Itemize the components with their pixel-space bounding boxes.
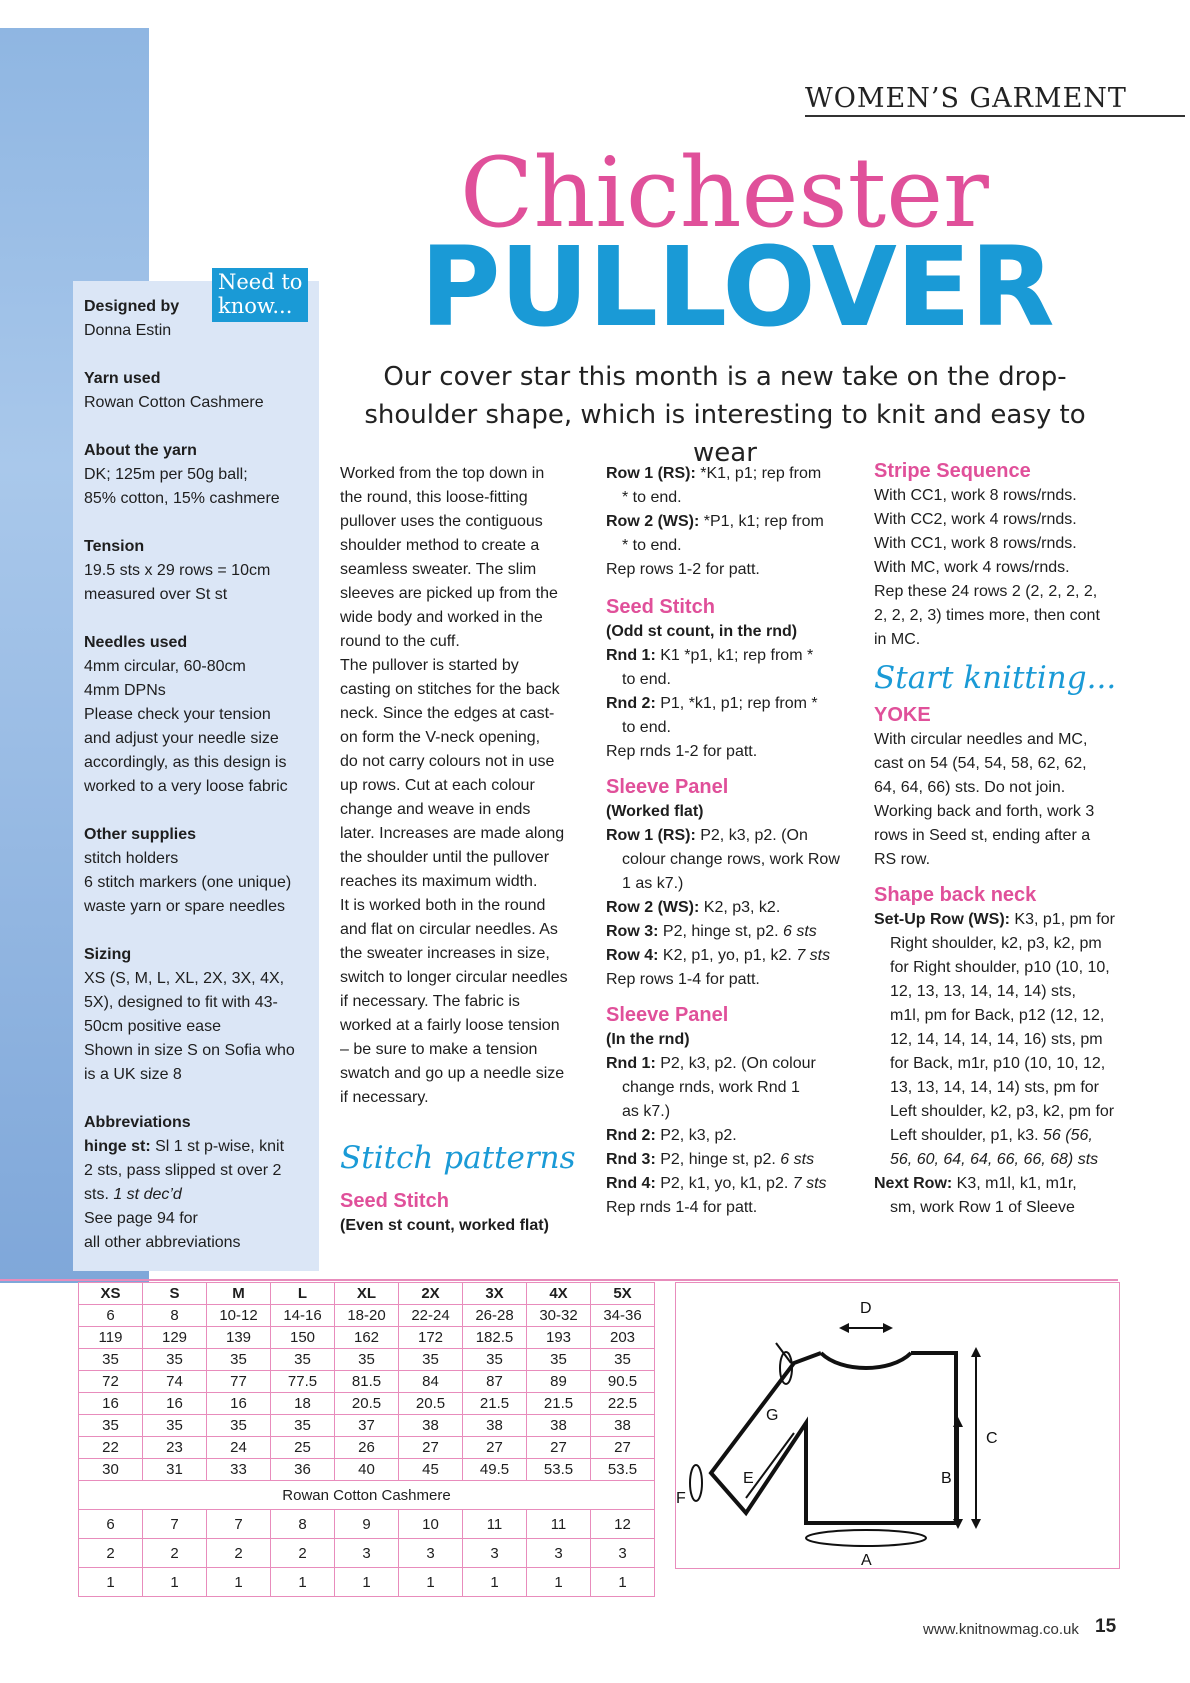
table-cell: 30 bbox=[79, 1459, 143, 1481]
table-cell: 16 bbox=[207, 1393, 271, 1415]
table-cell: 26-28 bbox=[463, 1305, 527, 1327]
table-cell: 7 bbox=[207, 1510, 271, 1539]
needles-block: Needles used 4mm circular, 60-80cm 4mm DPNs Please check your tension and adjust your needle size accordingly, as this design is worked to a very loose fabric bbox=[84, 634, 288, 795]
table-cell: 87 bbox=[463, 1371, 527, 1393]
table-cell: 8 bbox=[271, 1510, 335, 1539]
table-cell: 22 bbox=[79, 1437, 143, 1459]
table-cell: 1 bbox=[271, 1568, 335, 1597]
table-cell: 14-16 bbox=[271, 1305, 335, 1327]
table-cell: 84 bbox=[399, 1371, 463, 1393]
table-cell: 35 bbox=[79, 1349, 143, 1371]
table-cell: 31 bbox=[143, 1459, 207, 1481]
table-row bbox=[79, 1481, 655, 1510]
table-cell: 7 bbox=[143, 1510, 207, 1539]
diagram-label-c: C bbox=[986, 1430, 998, 1447]
table-row bbox=[79, 1393, 655, 1415]
column-1 bbox=[340, 462, 590, 1238]
table-row bbox=[79, 1371, 655, 1393]
table-cell: 16 bbox=[79, 1393, 143, 1415]
table-row bbox=[79, 1415, 655, 1437]
table-cell: 16 bbox=[143, 1393, 207, 1415]
table-cell: 38 bbox=[591, 1415, 655, 1437]
table-cell: 34-36 bbox=[591, 1305, 655, 1327]
sleeve-panel-flat-heading: Sleeve Panel bbox=[606, 776, 729, 798]
stitch-patterns-heading: Stitch patterns bbox=[340, 1140, 576, 1176]
table-row bbox=[79, 1437, 655, 1459]
table-cell: 1 bbox=[143, 1568, 207, 1597]
table-cell: 2 bbox=[271, 1539, 335, 1568]
table-cell: 6 bbox=[79, 1305, 143, 1327]
table-cell: 35 bbox=[527, 1349, 591, 1371]
table-cell: S bbox=[143, 1283, 207, 1305]
table-cell: 38 bbox=[399, 1415, 463, 1437]
table-cell: 11 bbox=[463, 1510, 527, 1539]
table-cell: XS bbox=[79, 1283, 143, 1305]
yarn-name-cell: Rowan Cotton Cashmere bbox=[79, 1481, 655, 1510]
need-to-know-tag: Need to know... bbox=[212, 268, 308, 322]
table-cell: 1 bbox=[463, 1568, 527, 1597]
table-cell: 1 bbox=[79, 1568, 143, 1597]
table-cell: XL bbox=[335, 1283, 399, 1305]
seed-stitch-heading: Seed Stitch bbox=[340, 1190, 449, 1212]
table-cell: 38 bbox=[527, 1415, 591, 1437]
sleeve-panel-rnd-heading: Sleeve Panel bbox=[606, 1004, 729, 1026]
table-cell: 20.5 bbox=[335, 1393, 399, 1415]
table-cell: 203 bbox=[591, 1327, 655, 1349]
table-row bbox=[79, 1305, 655, 1327]
pullover-schematic bbox=[676, 1283, 1119, 1568]
about-yarn-block: About the yarn DK; 125m per 50g ball; 85% cotton, 15% cashmere bbox=[84, 442, 280, 507]
table-cell: 27 bbox=[591, 1437, 655, 1459]
table-cell: 35 bbox=[271, 1349, 335, 1371]
table-cell: 72 bbox=[79, 1371, 143, 1393]
table-cell: 10 bbox=[399, 1510, 463, 1539]
table-cell: 37 bbox=[335, 1415, 399, 1437]
table-cell: 35 bbox=[335, 1349, 399, 1371]
table-row bbox=[79, 1349, 655, 1371]
table-cell: 6 bbox=[79, 1510, 143, 1539]
standfirst: Our cover star this month is a new take on the drop-shoulder shape, which is interesting to knit and easy to wear bbox=[364, 362, 1086, 468]
table-cell: 11 bbox=[527, 1510, 591, 1539]
table-cell: 26 bbox=[335, 1437, 399, 1459]
diagram-label-a: A bbox=[861, 1552, 872, 1568]
intro-text: Worked from the top down in the round, this loose-fitting pullover uses the contiguous shoulder method to create a seamless sweater. The slim sleeves are picked up from the wide body and worked in the round to the cuff. The pullover is started by casting on stitches for the back neck. Since the edges at cast- on form the V-neck opening, do not carry colours not in use up rows. Cut at each colour change and weave in ends later. Increases are made along the shoulder until the pullover reaches its maximum width. It is worked both in the round and flat on circular needles. As the sweater increases in size, switch to longer circular needles if necessary. The fabric is worked at a fairly loose tension – be sure to make a tension swatch and go up a needle size if necessary. bbox=[340, 465, 568, 1106]
table-cell: 53.5 bbox=[527, 1459, 591, 1481]
table-cell: 27 bbox=[527, 1437, 591, 1459]
table-cell: 3 bbox=[591, 1539, 655, 1568]
table-cell: 182.5 bbox=[463, 1327, 527, 1349]
column-3: Stripe Sequence With CC1, work 8 rows/rnds. With CC2, work 4 rows/rnds. With CC1, work 8 rows/rnds. With MC, work 4 rows/rnds. Rep these 24 rows 2 (2, 2, 2, 2, 2, 2, 2, 3) times more, then cont in MC. Start knitting... YOKE With circular needles and MC, cast on 54 (54, 54, 58, 62, 62, 64, 64, 66) sts. Do not join. Working back and forth, work 3 rows in Seed st, ending after a RS row. Shape back neck Set-Up Row (WS): K3, p1, pm for Right shoulder, k2, p3, k2, pm for Right shoulder, p10 (10, 10, 12, 13, 13, 14, 14, 14) sts, m1l, pm for Back, p12 (12, 12, 12, 14, 14, 14, 14, 16) sts, pm for Back, m1r, p10 (10, 10, 12, 13, 13, 14, 14, 14) sts, pm for Left shoulder, k2, p3, k2, pm for Left shoulder, p1, k3. 56 (56, 56, 60, 64, 64, 66, 66, 68) sts Next Row: K3, m1l, k1, m1r, sm, work Row 1 of Sleeve bbox=[874, 458, 1144, 1220]
table-cell: 35 bbox=[271, 1415, 335, 1437]
table-cell: 1 bbox=[335, 1568, 399, 1597]
table-cell: 36 bbox=[271, 1459, 335, 1481]
garment-diagram bbox=[675, 1282, 1120, 1569]
table-cell: 2 bbox=[79, 1539, 143, 1568]
table-cell: 35 bbox=[143, 1349, 207, 1371]
table-cell: 35 bbox=[207, 1415, 271, 1437]
table-cell: 81.5 bbox=[335, 1371, 399, 1393]
table-row bbox=[79, 1459, 655, 1481]
table-cell: 2 bbox=[143, 1539, 207, 1568]
table-cell: 1 bbox=[591, 1568, 655, 1597]
table-cell: 33 bbox=[207, 1459, 271, 1481]
section-rule bbox=[805, 115, 1185, 117]
diagram-label-g: G bbox=[766, 1407, 779, 1424]
table-cell: 2X bbox=[399, 1283, 463, 1305]
table-cell: 35 bbox=[207, 1349, 271, 1371]
table-cell: 27 bbox=[463, 1437, 527, 1459]
size-table bbox=[78, 1282, 655, 1597]
table-row bbox=[79, 1568, 655, 1597]
seed-stitch-odd-heading: Seed Stitch bbox=[606, 596, 715, 618]
table-cell: 12 bbox=[591, 1510, 655, 1539]
table-cell: 38 bbox=[463, 1415, 527, 1437]
table-cell: 3 bbox=[527, 1539, 591, 1568]
table-cell: 77 bbox=[207, 1371, 271, 1393]
table-cell: L bbox=[271, 1283, 335, 1305]
table-cell: 119 bbox=[79, 1327, 143, 1349]
yarn-used-block: Yarn used Rowan Cotton Cashmere bbox=[84, 370, 264, 411]
table-cell: 74 bbox=[143, 1371, 207, 1393]
table-cell: 89 bbox=[527, 1371, 591, 1393]
table-cell: 2 bbox=[207, 1539, 271, 1568]
table-cell: 35 bbox=[399, 1349, 463, 1371]
table-cell: 90.5 bbox=[591, 1371, 655, 1393]
table-cell: 3 bbox=[399, 1539, 463, 1568]
table-cell: 35 bbox=[143, 1415, 207, 1437]
title-line2: PULLOVER bbox=[420, 223, 1054, 351]
table-cell: 3X bbox=[463, 1283, 527, 1305]
table-cell: 3 bbox=[335, 1539, 399, 1568]
table-cell: 49.5 bbox=[463, 1459, 527, 1481]
table-cell: 139 bbox=[207, 1327, 271, 1349]
table-cell: 23 bbox=[143, 1437, 207, 1459]
table-cell: 8 bbox=[143, 1305, 207, 1327]
stripe-sequence-heading: Stripe Sequence bbox=[874, 460, 1031, 482]
table-cell: 18-20 bbox=[335, 1305, 399, 1327]
table-cell: 172 bbox=[399, 1327, 463, 1349]
table-cell: 35 bbox=[79, 1415, 143, 1437]
designed-by-block: Designed by Donna Estin bbox=[84, 298, 180, 339]
diagram-label-e: E bbox=[743, 1470, 754, 1487]
tension-block: Tension 19.5 sts x 29 rows = 10cm measured over St st bbox=[84, 538, 271, 603]
table-row bbox=[79, 1539, 655, 1568]
diagram-label-b: B bbox=[941, 1470, 952, 1487]
table-cell: 77.5 bbox=[271, 1371, 335, 1393]
section-label: WOMEN’S GARMENT bbox=[805, 83, 1127, 114]
other-supplies-block: Other supplies stitch holders 6 stitch markers (one unique) waste yarn or spare needles bbox=[84, 826, 292, 915]
table-cell: 1 bbox=[527, 1568, 591, 1597]
table-cell: 35 bbox=[591, 1349, 655, 1371]
seed-stitch-sub: (Even st count, worked flat) bbox=[340, 1217, 549, 1234]
table-cell: 5X bbox=[591, 1283, 655, 1305]
table-cell: 4X bbox=[527, 1283, 591, 1305]
table-cell: 18 bbox=[271, 1393, 335, 1415]
table-cell: 20.5 bbox=[399, 1393, 463, 1415]
table-row bbox=[79, 1283, 655, 1305]
table-cell: 45 bbox=[399, 1459, 463, 1481]
table-cell: 193 bbox=[527, 1327, 591, 1349]
table-cell: 1 bbox=[399, 1568, 463, 1597]
table-cell: 25 bbox=[271, 1437, 335, 1459]
sizing-block: Sizing XS (S, M, L, XL, 2X, 3X, 4X, 5X), designed to fit with 43- 50cm positive ease Shown in size S on Sofia who is a UK size 8 bbox=[84, 946, 295, 1083]
title-line1: Chichester bbox=[460, 137, 989, 249]
table-cell: 9 bbox=[335, 1510, 399, 1539]
table-cell: 150 bbox=[271, 1327, 335, 1349]
page-number: 15 bbox=[1095, 1616, 1117, 1637]
table-cell: 21.5 bbox=[463, 1393, 527, 1415]
table-cell: 40 bbox=[335, 1459, 399, 1481]
table-cell: 35 bbox=[463, 1349, 527, 1371]
table-cell: 22-24 bbox=[399, 1305, 463, 1327]
diagram-label-f: F bbox=[676, 1490, 686, 1507]
column-2: Row 1 (RS): *K1, p1; rep from * to end. Row 2 (WS): *P1, k1; rep from * to end. Rep rows 1-2 for patt. Seed Stitch (Odd st count, in the rnd) Rnd 1: K1 *p1, k1; rep from * to end. Rnd 2: P1, *k1, p1; rep from * to end. Rep rnds 1-2 for patt. Sleeve Panel (Worked flat) Row 1 (RS): P2, k3, p2. (On colour change rows, work Row 1 as k7.) Row 2 (WS): K2, p3, k2. Row 3: P2, hinge st, p2. 6 sts Row 4: K2, p1, yo, p1, k2. 7 sts Rep rows 1-4 for patt. Sleeve Panel (In the rnd) Rnd 1: P2, k3, p2. (On colour change rnds, work Rnd 1 as k7.) Rnd 2: P2, k3, p2. Rnd 3: P2, hinge st, p2. 6 sts Rnd 4: P2, k1, yo, k1, p2. 7 sts Rep rnds 1-4 for patt. bbox=[606, 462, 868, 1220]
table-cell: 10-12 bbox=[207, 1305, 271, 1327]
table-cell: 27 bbox=[399, 1437, 463, 1459]
start-knitting-heading: Start knitting... bbox=[874, 660, 1117, 696]
yoke-heading: YOKE bbox=[874, 704, 931, 726]
table-cell: M bbox=[207, 1283, 271, 1305]
table-cell: 53.5 bbox=[591, 1459, 655, 1481]
table-cell: 3 bbox=[463, 1539, 527, 1568]
diagram-label-d: D bbox=[860, 1300, 872, 1317]
table-row bbox=[79, 1327, 655, 1349]
table-row bbox=[79, 1510, 655, 1539]
footer-url[interactable]: www.knitnowmag.co.uk bbox=[923, 1621, 1079, 1638]
table-cell: 30-32 bbox=[527, 1305, 591, 1327]
table-cell: 22.5 bbox=[591, 1393, 655, 1415]
shape-back-neck-heading: Shape back neck bbox=[874, 884, 1037, 906]
table-cell: 1 bbox=[207, 1568, 271, 1597]
need-to-know-sidebar bbox=[73, 281, 319, 1271]
table-cell: 24 bbox=[207, 1437, 271, 1459]
table-cell: 162 bbox=[335, 1327, 399, 1349]
table-cell: 129 bbox=[143, 1327, 207, 1349]
abbreviations-block: Abbreviations hinge st: Sl 1 st p-wise, knit 2 sts, pass slipped st over 2 sts. 1 st dec’d See page 94 for all other abbreviations bbox=[84, 1114, 285, 1251]
table-cell: 21.5 bbox=[527, 1393, 591, 1415]
